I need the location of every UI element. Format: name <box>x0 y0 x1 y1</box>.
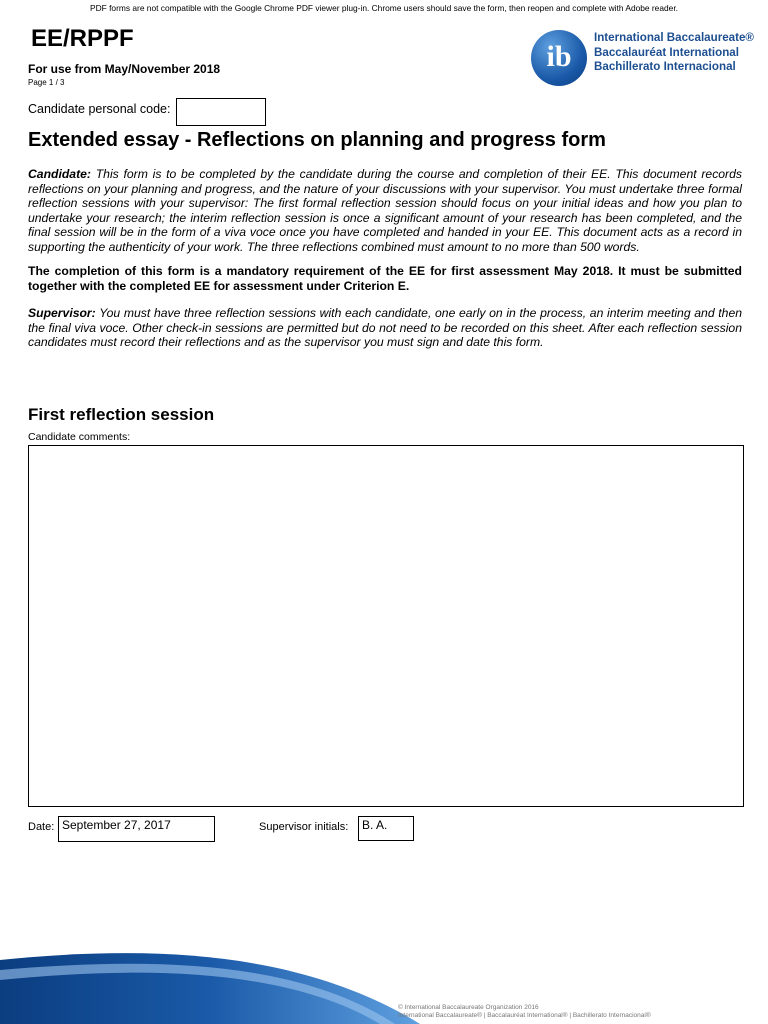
section-title: First reflection session <box>28 405 215 424</box>
candidate-instructions-text: This form is to be completed by the candidate during the course and completion of their EE. This document records reflections on your planning and progress, and the nature of your discussions with your supervisor. You must undertake three formal reflection sessions with your supervisor: The first formal reflection session should focus on your initial ideas and how you plan to undertake your research; the interim reflection session is once a significant amount of your research has been completed, and the final session will be in the form of a viva voce once you have completed and handed in your EE. This document acts as a record in supporting the authenticity of your work. The three reflections combined must amount to no more than 500 words. <box>28 167 742 254</box>
logo-line-2: Baccalauréat International <box>594 45 739 59</box>
edition-text: For use from May/November 2018 <box>28 62 221 76</box>
logo-line-1: International Baccalaureate® <box>594 31 754 44</box>
candidate-comments-field[interactable] <box>28 445 744 807</box>
footer-wave-decoration <box>0 940 768 1024</box>
form-title: Extended essay - Reflections on planning and progress form <box>28 129 606 151</box>
supervisor-initials-label: Supervisor initials: <box>259 821 349 833</box>
mandatory-notice: The completion of this form is a mandatory requirement of the EE for first assessment May 2018. It must be submitted together with the completed EE for assessment under Criterion E. <box>28 264 742 293</box>
page-number: Page 1 / 3 <box>28 78 65 87</box>
ib-logo-text <box>594 31 754 75</box>
candidate-instructions <box>28 167 742 255</box>
date-label: Date: <box>28 821 55 833</box>
supervisor-instructions-text: You must have three reflection sessions with each candidate, one early on in the process, an interim meeting and then the final viva voce. Other check-in sessions are permitted but do not need to be recorded on this sheet. After each reflection session candidates must record their reflections and as the supervisor you must sign and date this form. <box>28 306 742 350</box>
date-field[interactable]: September 27, 2017 <box>58 816 215 842</box>
pdf-compat-notice: PDF forms are not compatible with the Google Chrome PDF viewer plug-in. Chrome users should save the form, then reopen and complete with Adobe reader. <box>90 3 678 13</box>
candidate-comments-label: Candidate comments: <box>28 431 131 443</box>
copyright-line: © International Baccalaureate Organization 2016 <box>398 1004 539 1011</box>
supervisor-lead: Supervisor: <box>28 306 96 320</box>
supervisor-initials-field[interactable]: B. A. <box>358 816 414 841</box>
candidate-code-field[interactable] <box>176 98 266 126</box>
candidate-code-label: Candidate personal code: <box>28 102 171 116</box>
footer-copyright <box>398 1004 651 1020</box>
ib-logo-mark: ib <box>546 40 572 73</box>
form-code: EE/RPPF <box>31 25 134 52</box>
trademark-line: International Baccalaureate® | Baccalauréat International® | Bachillerato Internacional® <box>398 1012 651 1019</box>
logo-line-3: Bachillerato Internacional <box>594 60 736 73</box>
supervisor-instructions <box>28 306 742 350</box>
candidate-lead: Candidate: <box>28 167 91 181</box>
